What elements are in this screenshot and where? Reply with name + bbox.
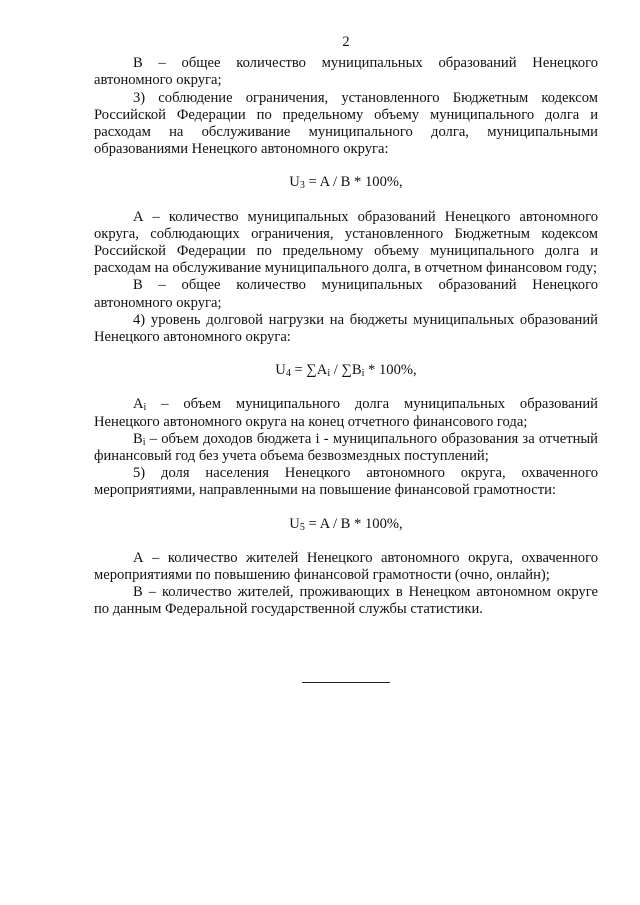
paragraph-bi-definition — [94, 431, 598, 465]
paragraph-a-residents-covered: А – количество жителей Ненецкого автономного округа, охваченного мероприятиями по повышению финансовой грамотности (очно, онлайн); — [94, 549, 598, 584]
ai-text: – объем муниципального долга муниципальных образований Ненецкого автономного округа на конец отчетного финансового года; — [94, 396, 598, 430]
formula-u5-lhs: U — [289, 515, 300, 532]
formula-u4-sub: 4 — [285, 368, 291, 380]
formula-u4-rhs: * 100%, — [364, 362, 417, 379]
formula-u4-mid1: = ∑A — [290, 362, 328, 379]
bi-lead: B — [133, 430, 143, 447]
paragraph-a-count: А – количество муниципальных образований Ненецкого автономного округа, соблюдающих ограничения, установленного Бюджетным кодексом Российской Федерации по предельному объему муниципального долга и расходам на обслуживание муниципального долга, в отчетном финансовом году; — [94, 208, 598, 277]
closing-rule — [302, 682, 390, 683]
formula-u5-rhs: = A / B * 100%, — [304, 515, 403, 532]
paragraph-b-residents-total: В – количество жителей, проживающих в Ненецком автономном округе по данным Федеральной государственной службы статистики. — [94, 584, 598, 618]
paragraph-item-5: 5) доля населения Ненецкого автономного округа, охваченного мероприятиями, направленными на повышение финансовой грамотности: — [94, 465, 598, 499]
formula-u4-sub-a: i — [327, 368, 331, 380]
formula-u3-sub: 3 — [299, 180, 305, 192]
ai-sub: i — [143, 402, 147, 414]
formula-u4 — [94, 362, 598, 379]
page-number: 2 — [342, 34, 350, 50]
paragraph-item-3: 3) соблюдение ограничения, установленного Бюджетным кодексом Российской Федерации по предельному объему муниципального долга и расходам на обслуживание муниципального долга, муниципальными образованиями Ненецкого автономного округа: — [94, 89, 598, 158]
formula-u3 — [94, 174, 598, 191]
formula-u4-lhs: U — [275, 362, 286, 379]
formula-u5-sub: 5 — [299, 521, 305, 533]
bi-sub: i — [142, 436, 146, 448]
formula-u5 — [94, 516, 598, 533]
formula-u4-sub-b: i — [361, 368, 365, 380]
formula-u3-rhs: = A / B * 100%, — [304, 174, 403, 191]
paragraph-ai-definition — [94, 396, 598, 430]
paragraph-b-total-2: В – общее количество муниципальных образований Ненецкого автономного округа; — [94, 277, 598, 311]
ai-lead: A — [133, 396, 144, 413]
paragraph-b-total-1: В – общее количество муниципальных образований Ненецкого автономного округа; — [94, 55, 598, 89]
formula-u3-lhs: U — [289, 174, 300, 191]
bi-text: – объем доходов бюджета i - муниципального образования за отчетный финансовый год без учета объема безвозмездных поступлений; — [94, 430, 598, 465]
formula-u4-mid2: / ∑B — [330, 362, 362, 379]
paragraph-item-4: 4) уровень долговой нагрузки на бюджеты муниципальных образований Ненецкого автономного округа: — [94, 311, 598, 346]
